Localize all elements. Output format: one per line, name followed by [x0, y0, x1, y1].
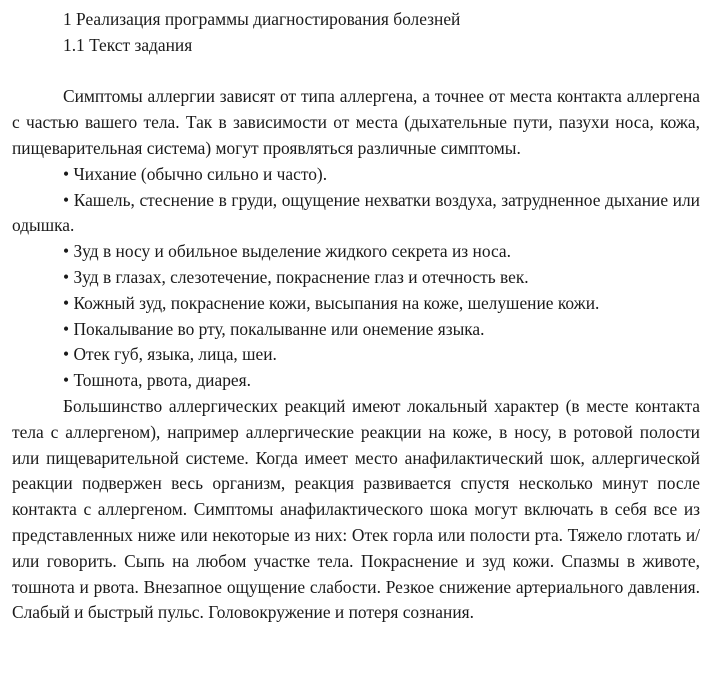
bullet-item — [12, 188, 700, 240]
bullet-item — [12, 291, 700, 317]
closing-paragraph: Большинство аллергических реакций имеют локальный характер (в месте контакта тела с аллергеном), например аллергические реакции на коже, в носу, в ротовой полости или пищеварительной системе. Когда имеет место анафилактический шок, аллергической реакции подвержен весь организм, реакция развивается спустя несколько минут после контакта с аллергеном. Симптомы анафилактического шока могут включать в себя все из представленных ниже или некоторые из них: Отек горла или полости рта. Тяжело глотать и/или говорить. Сыпь на любом участке тела. Покраснение и зуд кожи. Спазмы в животе, тошнота и рвота. Внезапное ощущение слабости. Резкое снижение артериального давления. Слабый и быстрый пульс. Головокружение и потеря сознания. — [12, 395, 700, 623]
bullet-text: Чихание (обычно сильно и часто). — [73, 163, 328, 184]
bullet-marker: • — [63, 241, 70, 262]
bullet-marker: • — [63, 370, 70, 391]
bullet-marker: • — [63, 344, 70, 365]
section-heading: 1 Реализация программы диагностирования болезней — [63, 9, 461, 29]
bullet-text: Зуд в носу и обильное выделение жидкого секрета из носа. — [73, 241, 511, 262]
document-page — [12, 7, 700, 626]
bullet-marker: • — [63, 292, 70, 313]
bullet-marker: • — [63, 163, 70, 184]
bullet-item — [12, 342, 700, 368]
bullet-text: Отек губ, языка, лица, шеи. — [73, 344, 277, 365]
bullet-marker: • — [63, 266, 70, 287]
bullet-item — [12, 265, 700, 291]
bullet-marker: • — [63, 189, 70, 210]
bullet-text: Зуд в глазах, слезотечение, покраснение глаз и отечность век. — [73, 266, 529, 287]
bullet-text: Кашель, стеснение в груди, ощущение нехватки воздуха, затрудненное дыхание или одышка. — [12, 189, 700, 236]
bullet-text: Кожный зуд, покраснение кожи, высыпания на коже, шелушение кожи. — [73, 292, 600, 313]
intro-paragraph: Симптомы аллергии зависят от типа аллергена, а точнее от места контакта аллергена с частью вашего тела. Так в зависимости от места (дыхательные пути, пазухи носа, кожа, пищеварительная система) могут проявляться различные симптомы. — [12, 86, 700, 158]
bullet-item — [12, 162, 700, 188]
bullet-item — [12, 317, 700, 343]
bullet-item — [12, 368, 700, 394]
subsection-heading: 1.1 Текст задания — [63, 34, 193, 55]
bullet-item — [12, 239, 700, 265]
bullet-marker: • — [63, 318, 70, 339]
bullet-text: Покалывание во рту, покалыванне или онемение языка. — [73, 318, 485, 339]
bullet-text: Тошнота, рвота, диарея. — [73, 370, 251, 391]
blank-line — [12, 59, 700, 85]
